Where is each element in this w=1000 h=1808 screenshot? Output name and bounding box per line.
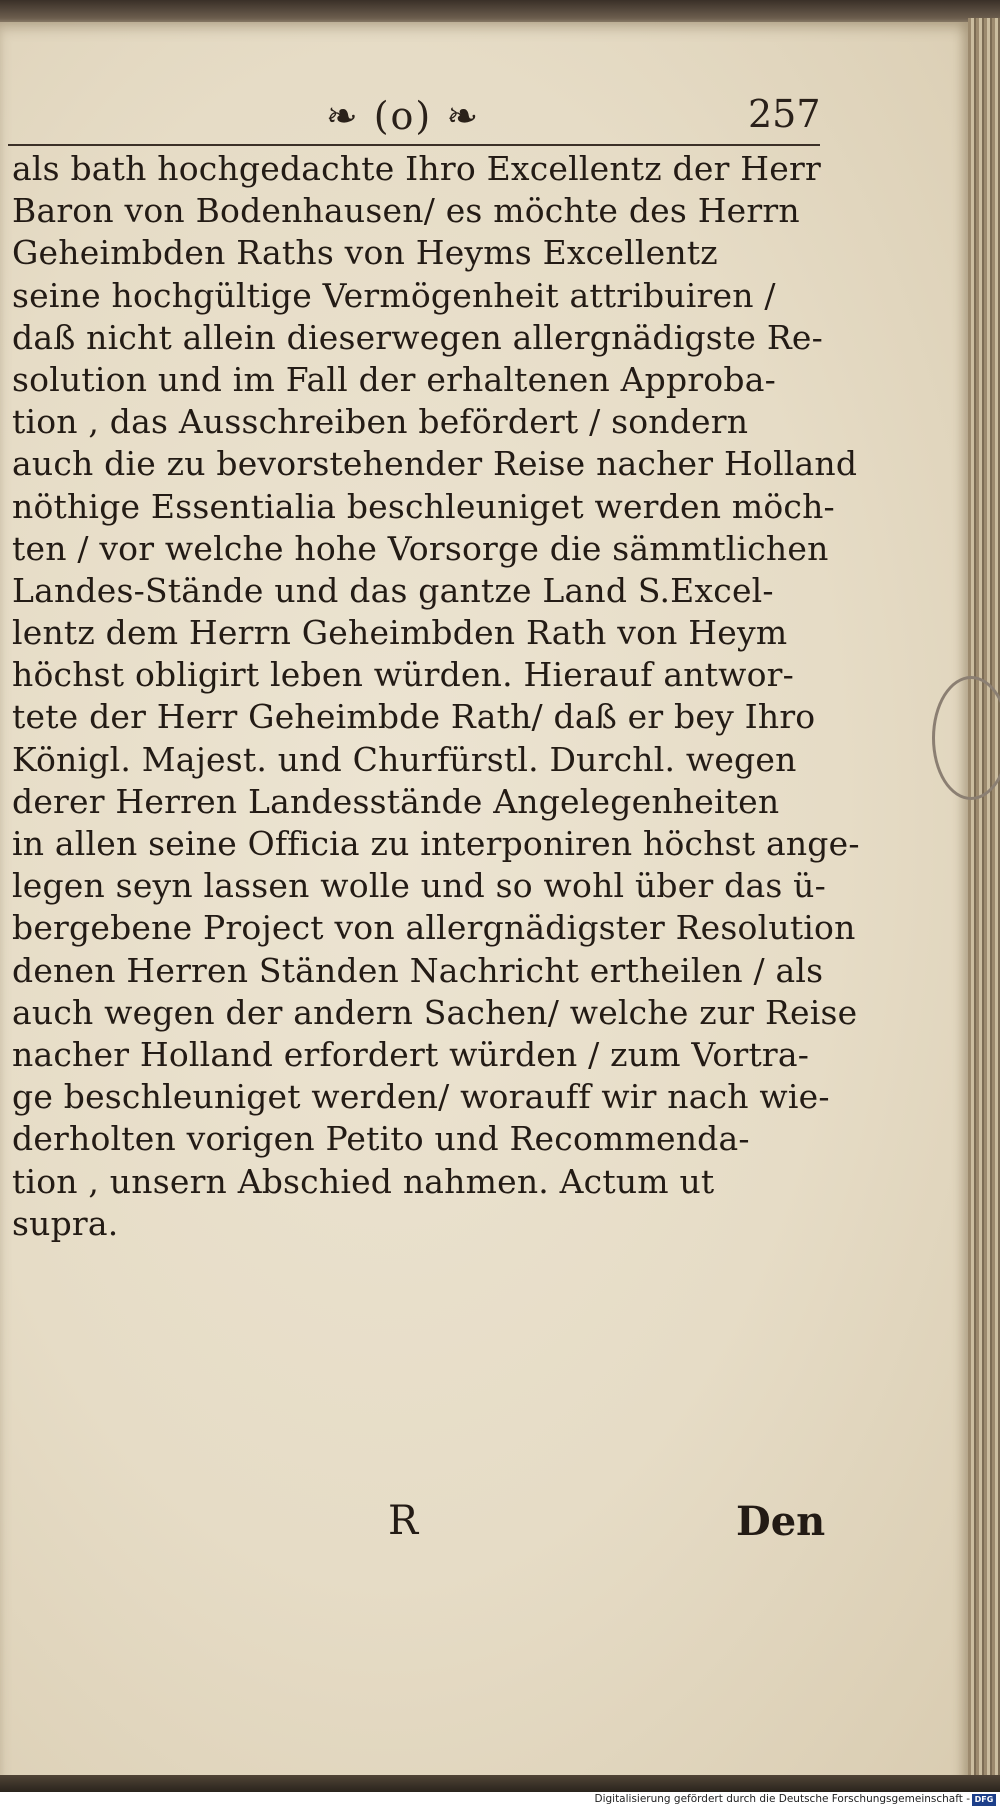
header-rule — [8, 144, 820, 146]
text-line: auch die zu bevorstehender Reise nacher Holland — [12, 444, 858, 484]
text-line: in allen seine Officia zu interponiren höchst ange- — [12, 824, 860, 863]
page-number: 257 — [748, 92, 821, 136]
body-text — [12, 148, 860, 1245]
text-line: ge beschleuniget werden/ worauff wir nach wie- — [12, 1077, 830, 1117]
text-line: daß nicht allein dieserwegen allergnädigste Re- — [12, 317, 823, 357]
text-line: ten / vor welche hohe Vorsorge die sämmtlichen — [12, 528, 829, 568]
binding-ring — [932, 676, 1000, 800]
text-line: Baron von Bodenhausen/ es möchte des Herrn — [12, 191, 800, 231]
signature-mark: R — [388, 1498, 419, 1544]
text-line: Königl. Majest. und Churfürstl. Durchl. wegen — [12, 739, 797, 779]
text-line: bergebene Project von allergnädigster Resolution — [12, 908, 856, 948]
text-line: derer Herren Landesstände Angelegenheiten — [12, 781, 780, 821]
dfg-logo: DFG — [972, 1794, 996, 1806]
text-line: nacher Holland erfordert würden / zum Vortra- — [12, 1034, 810, 1074]
text-line: höchst obligirt leben würden. Hierauf antwor- — [12, 655, 794, 695]
catchword: Den — [736, 1498, 826, 1545]
text-line: denen Herren Ständen Nachricht ertheilen / als — [12, 950, 824, 990]
text-line: seine hochgültige Vermögenheit attribuiren / — [12, 275, 776, 315]
text-line: solution und im Fall der erhaltenen Approba- — [12, 359, 776, 399]
header-ornament: ❧ (o) ❧ — [325, 94, 481, 138]
text-line: auch wegen der andern Sachen/ welche zur Reise — [12, 992, 858, 1032]
text-line: als bath hochgedachte Ihro Excellentz der Herr — [12, 149, 821, 188]
text-line: lentz dem Herrn Geheimbden Rath von Heym — [12, 613, 788, 653]
running-head — [0, 90, 968, 150]
page-fore-edge — [968, 18, 1000, 1792]
text-line: tion , das Ausschreiben befördert / sondern — [12, 402, 749, 442]
footer-credit: Digitalisierung gefördert durch die Deutsche Forschungsgemeinschaft - — [594, 1793, 970, 1805]
text-line: Geheimbden Raths von Heyms Excellentz — [12, 233, 718, 273]
text-line: tete der Herr Geheimbde Rath/ daß er bey Ihro — [12, 697, 816, 737]
text-line: nöthige Essentialia beschleuniget werden möch- — [12, 486, 835, 526]
text-line: tion , unsern Abschied nahmen. Actum ut — [12, 1161, 715, 1201]
text-line: legen seyn lassen wolle und so wohl über das ü- — [12, 866, 826, 906]
text-line: Landes-Stände und das gantze Land S.Excel- — [12, 570, 774, 610]
page-bottom-shadow — [0, 1775, 1000, 1792]
text-line: supra. — [12, 1203, 119, 1243]
text-line: derholten vorigen Petito und Recommenda- — [12, 1119, 750, 1159]
